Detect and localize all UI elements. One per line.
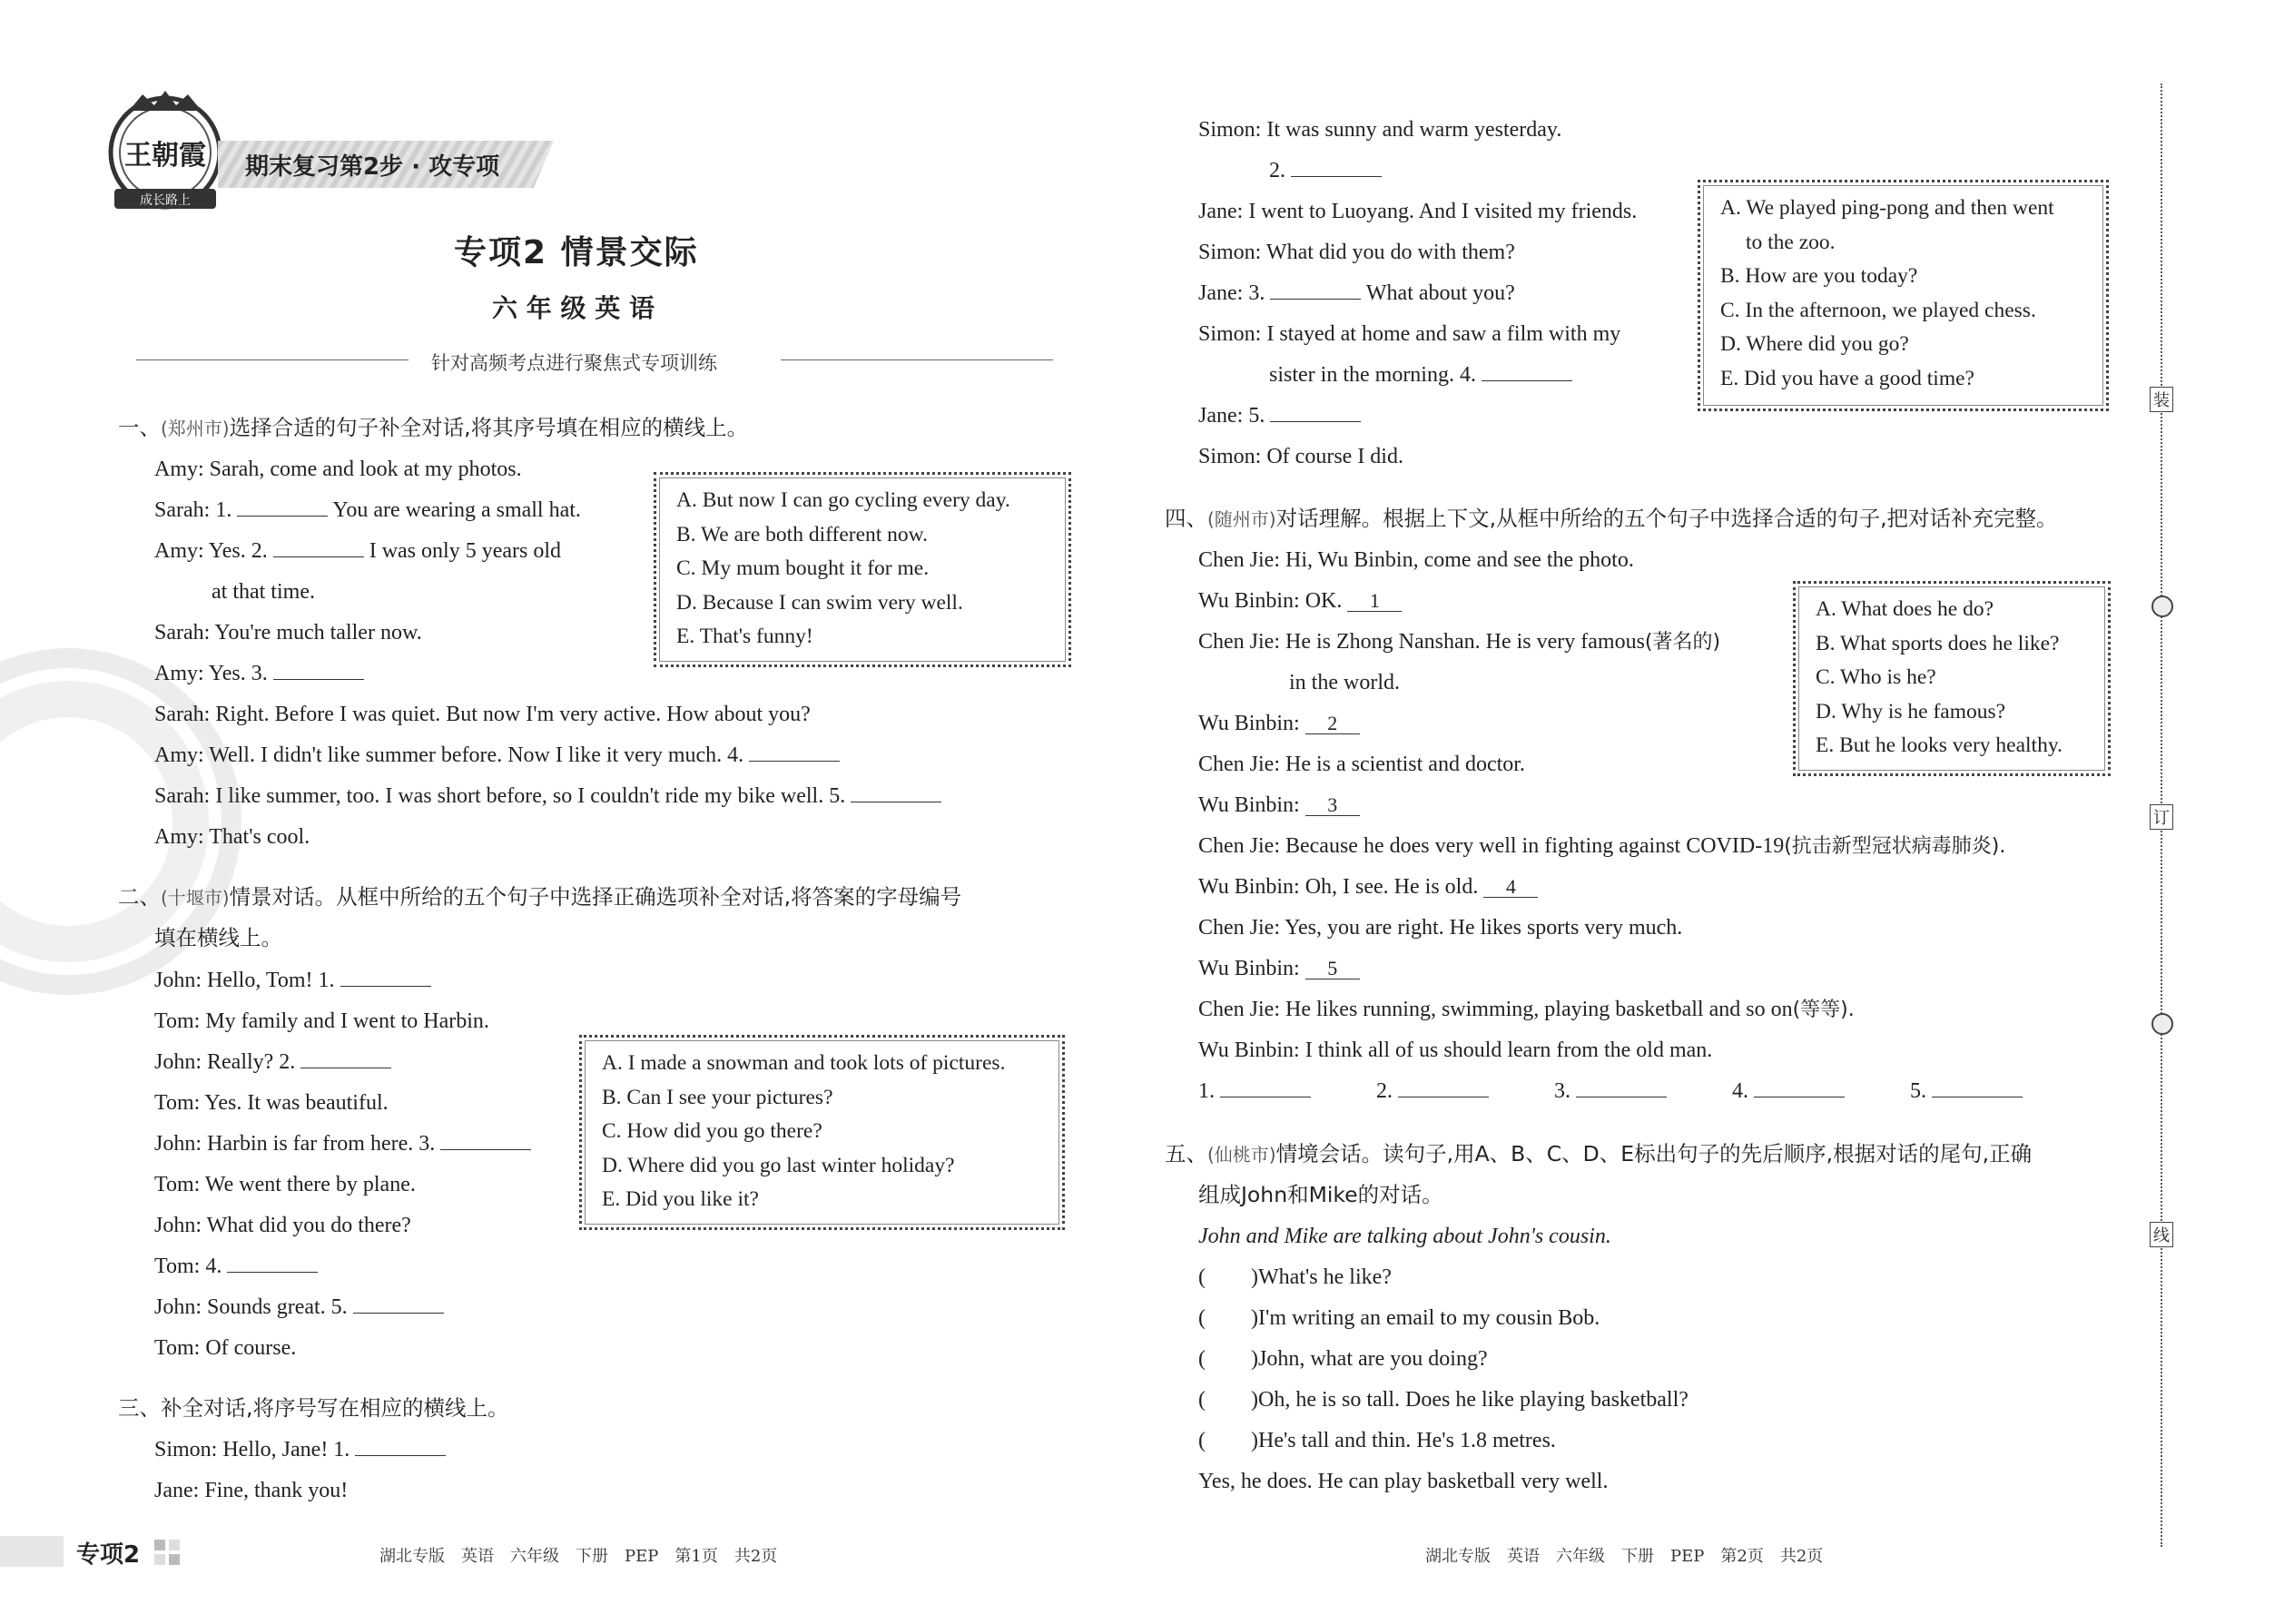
order-input[interactable]: [1206, 1388, 1251, 1406]
dialog-line: Chen Jie: Yes, you are right. He likes sports very much.: [1198, 916, 1683, 940]
option-item: A. We played ping-pong and then went: [1720, 196, 2054, 220]
dialog-line: Simon: Of course I did.: [1198, 445, 1403, 468]
option-item: C. In the afternoon, we played chess.: [1720, 298, 2036, 322]
dialog-line: Jane: Fine, thank you!: [154, 1479, 349, 1502]
answer-blank[interactable]: 3: [1305, 797, 1360, 816]
dialog-line: Chen Jie: He is Zhong Nanshan. He is very famous(著名的): [1198, 630, 1721, 654]
dialog-line: Wu Binbin: 3: [1198, 792, 1360, 819]
option-item: B. Can I see your pictures?: [602, 1085, 833, 1109]
answer-blank[interactable]: [1576, 1078, 1667, 1097]
dialog-line: Amy: Sarah, come and look at my photos.: [154, 458, 522, 481]
dialog-line: Wu Binbin: 2: [1198, 710, 1360, 737]
dialog-line: Simon: What did you do with them?: [1198, 241, 1515, 264]
option-item: E. But he looks very healthy.: [1816, 733, 2063, 757]
dialog-line: Chen Jie: He is a scientist and doctor.: [1198, 753, 1525, 776]
dialog-line: Sarah: 1. You are wearing a small hat.: [154, 498, 581, 522]
dialog-line: John: Hello, Tom! 1.: [154, 967, 431, 994]
option-item: D. Where did you go?: [1720, 332, 1909, 356]
footer-page-2: 湖北专版 英语 六年级 下册 PEP 第2页 共2页: [1425, 1547, 1824, 1566]
dialog-line: Wu Binbin: I think all of us should learn from the old man.: [1198, 1038, 1713, 1062]
answer-blank[interactable]: 5: [1305, 960, 1360, 979]
binding-hole-1: [2151, 595, 2173, 617]
dialog-line: Sarah: You're much taller now.: [154, 621, 422, 645]
dialog-line: Jane: I went to Luoyang. And I visited my friends.: [1198, 200, 1638, 223]
footer-page-1: 湖北专版 英语 六年级 下册 PEP 第1页 共2页: [379, 1547, 778, 1566]
answer-blank[interactable]: [1270, 403, 1361, 422]
logo-name: 王朝霞: [124, 140, 206, 172]
answer-blank[interactable]: [440, 1131, 531, 1150]
dialog-line: John: Harbin is far from here. 3.: [154, 1130, 531, 1157]
answer-blank[interactable]: [353, 1294, 444, 1314]
option-item: B. We are both different now.: [676, 522, 928, 546]
section-2-heading: 二、(十堰市)情景对话。从框中所给的五个句子中选择正确选项补全对话,将答案的字母编号: [118, 884, 962, 910]
answer-blank[interactable]: [851, 783, 941, 802]
options-box-1: [654, 472, 1071, 667]
dialog-line: Wu Binbin: Oh, I see. He is old. 4: [1198, 873, 1538, 901]
dialog-line: Sarah: I like summer, too. I was short before, so I couldn't ride my bike well. 5.: [154, 782, 941, 810]
option-item: A. But now I can go cycling every day.: [676, 488, 1010, 512]
binding-mark-1: 装: [2150, 387, 2173, 412]
section-3-heading: 三、补全对话,将序号写在相应的横线上。: [118, 1395, 509, 1421]
dialog-line: Wu Binbin: OK. 1: [1198, 587, 1402, 615]
dialog-line: 2.: [1269, 157, 1382, 184]
dialog-line: sister in the morning. 4.: [1269, 361, 1572, 389]
answer-blank[interactable]: [340, 968, 431, 987]
dialog-line: Jane: 3. What about you?: [1198, 281, 1515, 305]
answer-blank[interactable]: [273, 661, 364, 680]
dialog-line: Amy: That's cool.: [154, 825, 310, 849]
answer-blank[interactable]: [1482, 362, 1572, 381]
dialog-line: John: What did you do there?: [154, 1214, 411, 1237]
section-5-heading: 五、(仙桃市)情境会话。读句子,用A、B、C、D、E标出句子的先后顺序,根据对话的尾句,正确: [1165, 1141, 2033, 1166]
dialog-line: Wu Binbin: 5: [1198, 955, 1360, 982]
answer-blank[interactable]: [300, 1049, 391, 1068]
dialog-line: in the world.: [1289, 671, 1400, 694]
footer-squares: [154, 1540, 183, 1567]
option-item: C. Who is he?: [1816, 665, 1936, 689]
option-item: D. Where did you go last winter holiday?: [602, 1153, 955, 1177]
intro-line: John and Mike are talking about John's cousin.: [1198, 1225, 1611, 1248]
answer-blank[interactable]: [227, 1254, 318, 1273]
option-item: C. How did you go there?: [602, 1119, 822, 1143]
answer-blank[interactable]: [1398, 1078, 1489, 1097]
dialog-line: Jane: 5.: [1198, 402, 1361, 429]
dialog-line: Amy: Yes. 2. I was only 5 years old: [154, 539, 561, 563]
order-item: ( )John, what are you doing?: [1198, 1347, 1488, 1371]
binding-hole-2: [2151, 1013, 2173, 1035]
section-1-heading: 一、(郑州市)选择合适的句子补全对话,将其序号填在相应的横线上。: [118, 415, 749, 440]
tagline-rule-left: [136, 359, 409, 360]
dialog-line: John: Sounds great. 5.: [154, 1294, 444, 1321]
section-5-heading-cont: 组成John和Mike的对话。: [1198, 1182, 1443, 1207]
options-box-2: [579, 1035, 1065, 1230]
order-item: ( )Oh, he is so tall. Does he like playing basketball?: [1198, 1388, 1689, 1412]
option-item: E. Did you have a good time?: [1720, 366, 1974, 390]
answer-row: 1. 2. 3. 4. 5.: [1198, 1078, 2023, 1105]
dialog-line: Amy: Well. I didn't like summer before. Now I like it very much. 4.: [154, 742, 840, 769]
answer-blank[interactable]: [273, 538, 364, 557]
order-input[interactable]: [1206, 1306, 1251, 1324]
option-item: B. What sports does he like?: [1816, 631, 2060, 655]
section-2-heading-cont: 填在横线上。: [154, 925, 282, 950]
option-item: A. What does he do?: [1816, 597, 1994, 621]
answer-blank[interactable]: [1291, 158, 1382, 177]
order-item: ( )He's tall and thin. He's 1.8 metres.: [1198, 1429, 1556, 1452]
option-item: E. Did you like it?: [602, 1187, 759, 1211]
option-item: E. That's funny!: [676, 625, 813, 648]
dialog-line: Sarah: Right. Before I was quiet. But now I'm very active. How about you?: [154, 703, 811, 726]
dialog-line: John: Really? 2.: [154, 1048, 391, 1076]
dialog-line: Amy: Yes. 3.: [154, 660, 364, 687]
dialog-line: Chen Jie: Hi, Wu Binbin, come and see the photo.: [1198, 548, 1634, 572]
order-input[interactable]: [1206, 1265, 1251, 1284]
brand-logo: [102, 91, 229, 213]
dialog-line: Tom: Yes. It was beautiful.: [154, 1091, 389, 1115]
order-item: ( )I'm writing an email to my cousin Bob.: [1198, 1306, 1600, 1330]
footer-section-label: 专项2: [76, 1541, 141, 1569]
options-box-4: [1793, 581, 2111, 776]
dialog-line: at that time.: [212, 580, 315, 604]
dialog-line: Chen Jie: He likes running, swimming, playing basketball and so on(等等).: [1198, 998, 1855, 1021]
binding-mark-3: 线: [2150, 1222, 2173, 1247]
answer-blank[interactable]: 4: [1483, 879, 1538, 898]
options-box-3: [1698, 180, 2109, 411]
page-title: 专项2 情景交际: [454, 234, 699, 271]
answer-blank[interactable]: [237, 497, 328, 517]
answer-blank[interactable]: [355, 1437, 446, 1456]
dialog-line: Tom: We went there by plane.: [154, 1173, 416, 1196]
tagline-rule-right: [781, 359, 1053, 360]
dialog-line: Simon: I stayed at home and saw a film with my: [1198, 322, 1621, 346]
logo-tag: 成长路上: [140, 193, 191, 208]
answer-blank[interactable]: 1: [1347, 593, 1402, 612]
option-item: to the zoo.: [1746, 230, 1836, 254]
dialog-line: Tom: Of course.: [154, 1336, 297, 1360]
dialog-line: Simon: It was sunny and warm yesterday.: [1198, 118, 1562, 142]
banner-text: 期末复习第2步 · 攻专项: [245, 153, 500, 181]
option-item: D. Because I can swim very well.: [676, 590, 963, 615]
option-item: A. I made a snowman and took lots of pictures.: [602, 1051, 1006, 1075]
option-item: D. Why is he famous?: [1816, 699, 2006, 723]
dialog-line: Tom: My family and I went to Harbin.: [154, 1009, 489, 1033]
answer-blank[interactable]: [1932, 1078, 2023, 1097]
order-input[interactable]: [1206, 1429, 1251, 1447]
dialog-line: Tom: 4.: [154, 1253, 318, 1280]
dialog-line: Chen Jie: Because he does very well in fighting against COVID-19(抗击新型冠状病毒肺炎).: [1198, 834, 2006, 858]
footer-tab-bg: [0, 1536, 64, 1567]
dialog-line: Yes, he does. He can play basketball very well.: [1198, 1470, 1609, 1493]
answer-blank[interactable]: [1754, 1078, 1845, 1097]
order-input[interactable]: [1206, 1347, 1251, 1365]
answer-blank[interactable]: 2: [1305, 715, 1360, 734]
option-item: C. My mum bought it for me.: [676, 556, 930, 580]
dialog-line: Simon: Hello, Jane! 1.: [154, 1436, 446, 1463]
section-4-heading: 四、(随州市)对话理解。根据上下文,从框中所给的五个句子中选择合适的句子,把对话补充完整。: [1165, 506, 2058, 531]
order-item: ( )What's he like?: [1198, 1265, 1392, 1289]
tagline: 针对高频考点进行聚焦式专项训练: [431, 352, 717, 374]
page-subtitle: 六 年 级 英 语: [492, 293, 655, 323]
binding-mark-2: 订: [2150, 804, 2173, 830]
answer-blank[interactable]: [1220, 1078, 1311, 1097]
answer-blank[interactable]: [749, 743, 840, 762]
answer-blank[interactable]: [1270, 281, 1361, 300]
option-item: B. How are you today?: [1720, 264, 1918, 288]
